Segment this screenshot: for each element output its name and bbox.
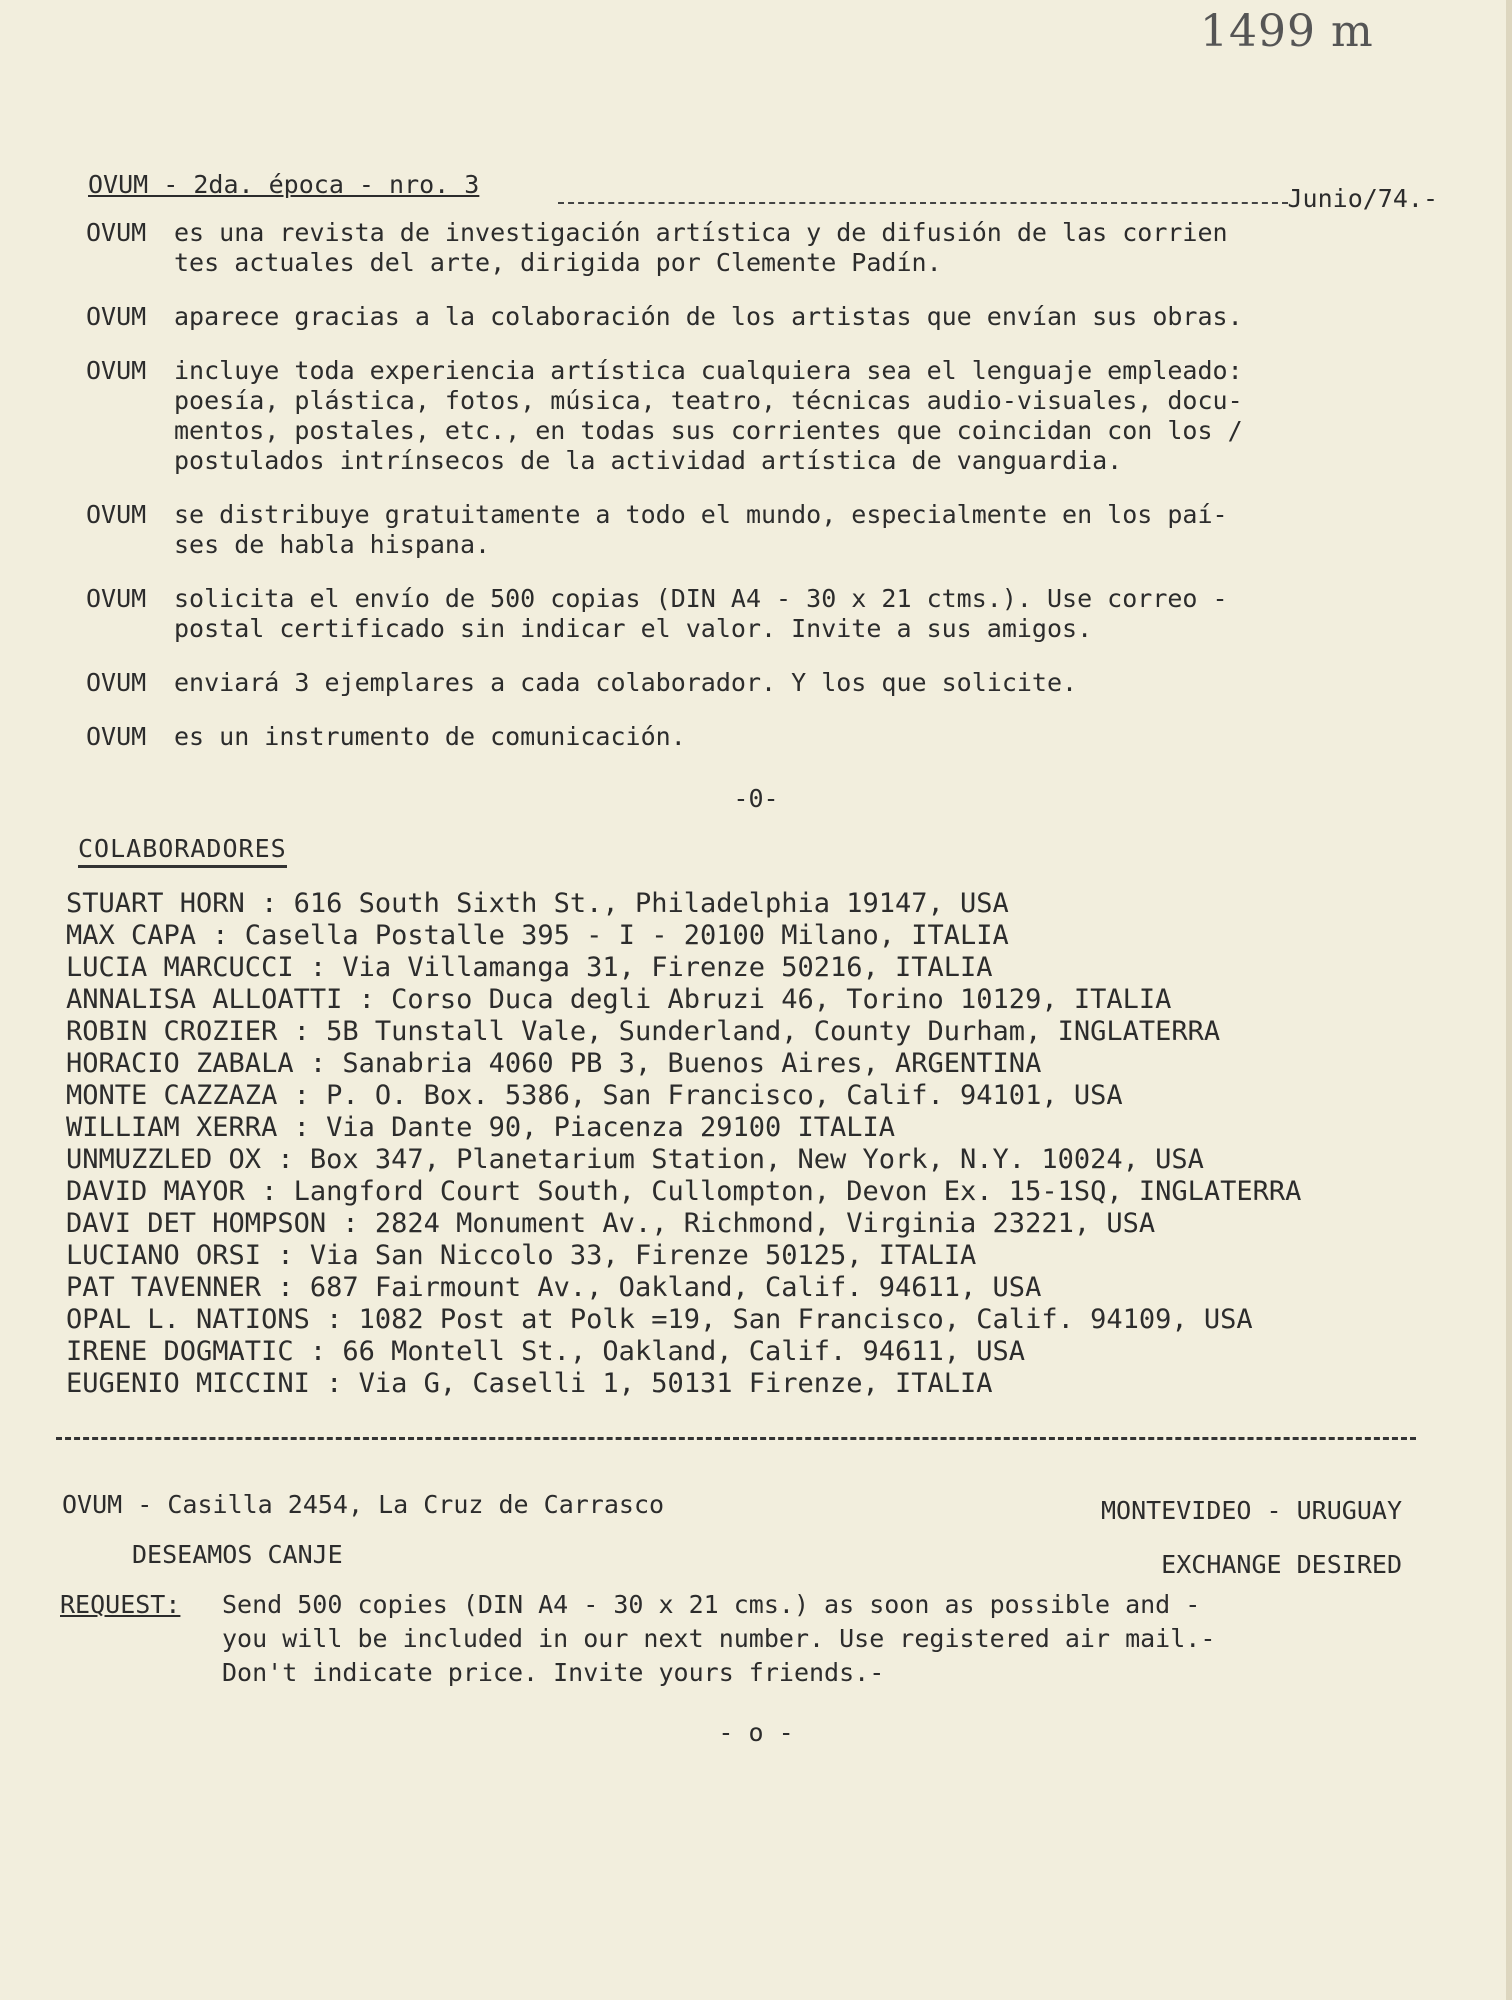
statement-lead: OVUM — [86, 668, 147, 697]
collaborator-entry: PAT TAVENNER : 687 Fairmount Av., Oakland, Calif. 94611, USA — [66, 1272, 1042, 1303]
request-text — [222, 1588, 1430, 1690]
end-mark: - o - — [718, 1718, 794, 1747]
masthead — [88, 170, 1438, 213]
city-country: MONTEVIDEO - URUGUAY — [1100, 1496, 1402, 1525]
masthead-rule — [558, 202, 1288, 204]
statement-paragraph — [86, 722, 1456, 752]
collaborator-entry: DAVID MAYOR : Langford Court South, Cullompton, Devon Ex. 15-1SQ, INGLATERRA — [66, 1176, 1302, 1207]
collaborator-entry: IRENE DOGMATIC : 66 Montell St., Oakland, Calif. 94611, USA — [66, 1336, 1026, 1367]
collaborator-entry: DAVI DET HOMPSON : 2824 Monument Av., Richmond, Virginia 23221, USA — [66, 1208, 1156, 1239]
masthead-issue: OVUM - 2da. época - nro. 3 — [88, 170, 480, 199]
statement-lead: OVUM — [86, 722, 147, 751]
exchange-note-es: DESEAMOS CANJE — [132, 1540, 343, 1569]
collaborator-entry: ANNALISA ALLOATTI : Corso Duca degli Abruzi 46, Torino 10129, ITALIA — [66, 984, 1172, 1015]
statement-paragraph — [86, 218, 1456, 278]
statement-lead: OVUM — [86, 584, 147, 613]
statement-text: aparece gracias a la colaboración de los artistas que envían sus obras. — [174, 302, 1243, 331]
collaborator-entry: LUCIANO ORSI : Via San Niccolo 33, Firenze 50125, ITALIA — [66, 1240, 977, 1271]
masthead-date: Junio/74.- — [1287, 184, 1438, 213]
statement-lead: OVUM — [86, 356, 147, 385]
intro-statements — [86, 218, 1456, 776]
statement-text: es una revista de investigación artística y de difusión de las corrien tes actuales del arte, dirigida por Clemente Padín. — [174, 218, 1228, 277]
statement-paragraph — [86, 302, 1456, 332]
statement-paragraph — [86, 668, 1456, 698]
collaborators-list — [66, 888, 1466, 1400]
statement-text: enviará 3 ejemplares a cada colaborador. Y los que solicite. — [174, 668, 1078, 697]
page-edge — [1506, 0, 1512, 2000]
statement-lead: OVUM — [86, 500, 147, 529]
collaborators-heading: COLABORADORES — [78, 834, 287, 868]
collaborator-entry: MAX CAPA : Casella Postalle 395 - I - 20100 Milano, ITALIA — [66, 920, 1009, 951]
request-label: REQUEST: — [60, 1590, 181, 1619]
statement-text: incluye toda experiencia artística cualquiera sea el lenguaje empleado: poesía, plástica, fotos, música, teatro, técnicas audio-visuales, docu- mentos, postales, etc., en todas sus corrientes que coincidan con los / postulados intrínsecos de la actividad artística de vanguardia. — [174, 356, 1243, 475]
footer-divider — [56, 1437, 1416, 1440]
section-separator: -0- — [733, 784, 779, 813]
collaborator-entry: MONTE CAZZAZA : P. O. Box. 5386, San Francisco, Calif. 94101, USA — [66, 1080, 1123, 1111]
collaborator-entry: HORACIO ZABALA : Sanabria 4060 PB 3, Buenos Aires, ARGENTINA — [66, 1048, 1042, 1079]
collaborator-entry: UNMUZZLED OX : Box 347, Planetarium Station, New York, N.Y. 10024, USA — [66, 1144, 1204, 1175]
statement-text: se distribuye gratuitamente a todo el mundo, especialmente en los paí- ses de habla hispana. — [174, 500, 1228, 559]
handwritten-note: 1499 m — [1200, 6, 1374, 57]
request-block — [60, 1588, 1430, 1690]
statement-text: solicita el envío de 500 copias (DIN A4 - 30 x 21 ctms.). Use correo - postal certificado sin indicar el valor. Invite a sus amigos. — [174, 584, 1228, 643]
request-line: you will be included in our next number. Use registered air mail.- — [222, 1624, 1216, 1653]
collaborator-entry: LUCIA MARCUCCI : Via Villamanga 31, Firenze 50216, ITALIA — [66, 952, 993, 983]
collaborator-entry: ROBIN CROZIER : 5B Tunstall Vale, Sunderland, County Durham, INGLATERRA — [66, 1016, 1221, 1047]
statement-lead: OVUM — [86, 218, 147, 247]
statement-paragraph — [86, 500, 1456, 560]
request-line: Send 500 copies (DIN A4 - 30 x 21 cms.) as soon as possible and - — [222, 1590, 1201, 1619]
collaborator-entry: OPAL L. NATIONS : 1082 Post at Polk =19, San Francisco, Calif. 94109, USA — [66, 1304, 1253, 1335]
exchange-note-en: EXCHANGE DESIRED — [1161, 1550, 1402, 1579]
request-line: Don't indicate price. Invite yours friends.- — [222, 1658, 885, 1687]
postal-address: OVUM - Casilla 2454, La Cruz de Carrasco — [62, 1490, 665, 1519]
statement-text: es un instrumento de comunicación. — [174, 722, 686, 751]
collaborator-entry: WILLIAM XERRA : Via Dante 90, Piacenza 29100 ITALIA — [66, 1112, 896, 1143]
statement-lead: OVUM — [86, 302, 147, 331]
statement-paragraph — [86, 356, 1456, 476]
statement-paragraph — [86, 584, 1456, 644]
collaborator-entry: STUART HORN : 616 South Sixth St., Philadelphia 19147, USA — [66, 888, 1009, 919]
collaborator-entry: EUGENIO MICCINI : Via G, Caselli 1, 50131 Firenze, ITALIA — [66, 1368, 993, 1399]
